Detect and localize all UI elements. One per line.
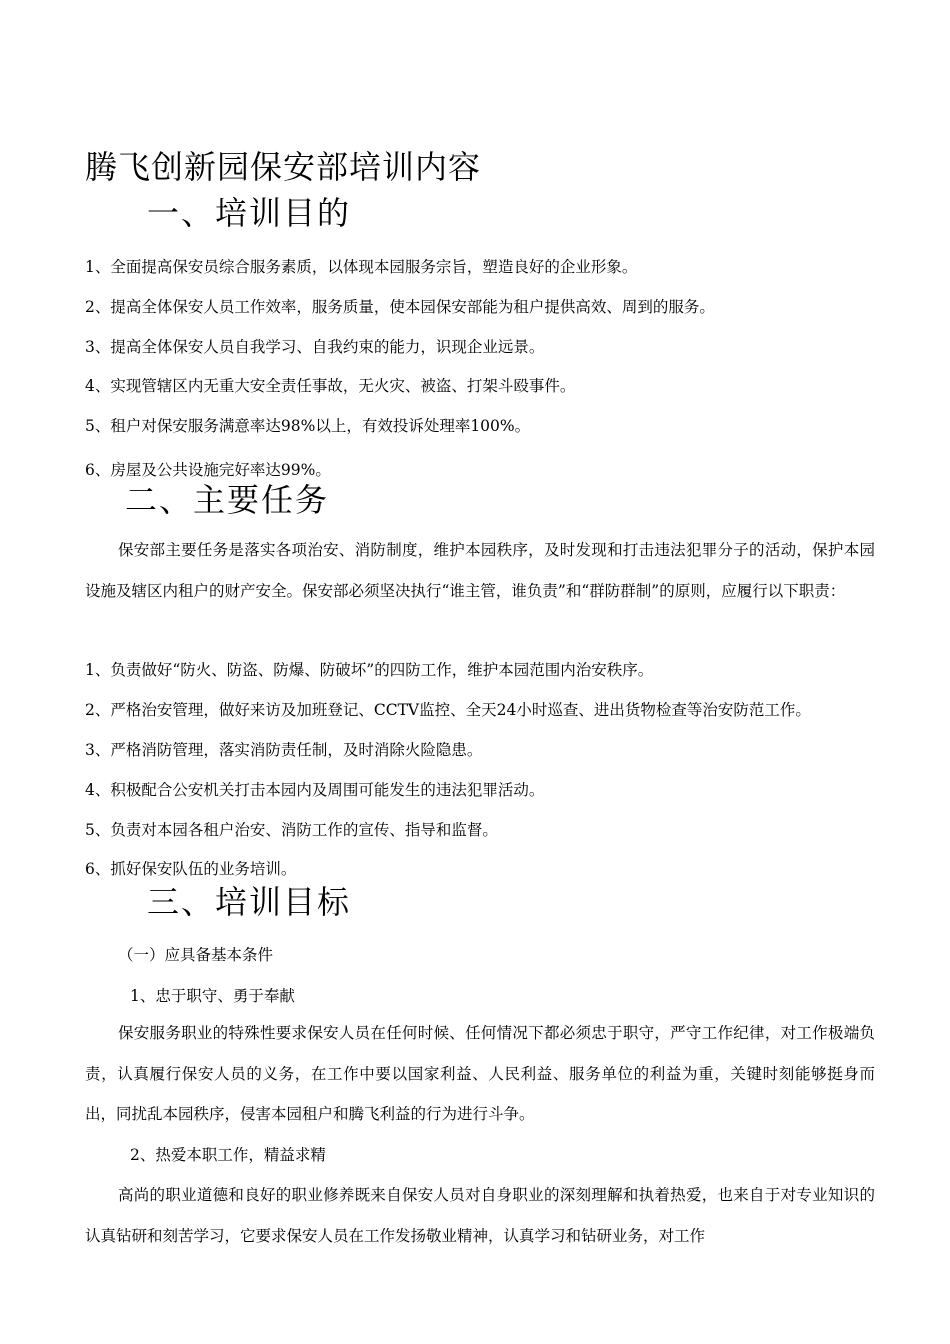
task-item-6: 6、抓好保安队伍的业务培训。 [85, 860, 297, 878]
purpose-item-4: 4、实现管辖区内无重大安全责任事故，无火灾、被盗、打架斗殴事件。 [85, 377, 576, 395]
task-item-1: 1、负责做好“防火、防盗、防爆、防破坏”的四防工作，维护本园范围内治安秩序。 [85, 661, 654, 679]
goals-sub-heading: （一）应具备基本条件 [118, 946, 274, 964]
goal-point-1-paragraph: 保安服务职业的特殊性要求保安人员在任何时候、任何情况下都必须忠于职守，严守工作纪律，对工作极端负责，认真履行保安人员的义务，在工作中要以国家利益、人民利益、服务单位的利益为重，关键时刻能够挺身而出，同扰乱本园秩序，侵害本园租户和腾飞利益的行为进行斗争。 [85, 1024, 875, 1123]
purpose-item-2: 2、提高全体保安人员工作效率，服务质量，使本园保安部能为租户提供高效、周到的服务。 [85, 298, 715, 316]
purpose-item-5: 5、租户对保安服务满意率达98%以上，有效投诉处理率100%。 [85, 417, 531, 435]
section-heading-purpose: 一、培训目的 [147, 194, 352, 232]
section-heading-tasks: 二、主要任务 [125, 481, 330, 519]
purpose-item-3: 3、提高全体保安人员自我学习、自我约束的能力，识现企业远景。 [85, 338, 545, 356]
purpose-item-1: 1、全面提高保安员综合服务素质，以体现本园服务宗旨，塑造良好的企业形象。 [85, 258, 638, 276]
document-title: 腾飞创新园保安部培训内容 [85, 148, 482, 186]
goal-point-1-title: 1、忠于职守、勇于奉献 [130, 987, 295, 1005]
task-item-2: 2、严格治安管理，做好来访及加班登记、CCTV监控、全天24小时巡查、进出货物检查等治安防范工作。 [85, 701, 811, 719]
task-item-5: 5、负责对本园各租户治安、消防工作的宣传、指导和监督。 [85, 821, 498, 839]
section-heading-goals: 三、培训目标 [147, 883, 352, 921]
purpose-item-6: 6、房屋及公共设施完好率达99%。 [85, 461, 331, 479]
goal-point-2-paragraph: 高尚的职业道德和良好的职业修养既来自保安人员对自身职业的深刻理解和执着热爱，也来自于对专业知识的认真钻研和刻苦学习，它要求保安人员在工作发扬敬业精神，认真学习和钻研业务，对工作 [85, 1186, 875, 1245]
tasks-intro-paragraph: 保安部主要任务是落实各项治安、消防制度，维护本园秩序，及时发现和打击违法犯罪分子的活动，保护本园设施及辖区内租户的财产安全。保安部必须坚决执行“谁主管，谁负责”和“群防群制”的原则，应履行以下职责： [85, 541, 875, 600]
task-item-4: 4、积极配合公安机关打击本园内及周围可能发生的违法犯罪活动。 [85, 781, 545, 799]
goal-point-2-title: 2、热爱本职工作，精益求精 [130, 1146, 326, 1164]
task-item-3: 3、严格消防管理，落实消防责任制，及时消除火险隐患。 [85, 741, 483, 759]
